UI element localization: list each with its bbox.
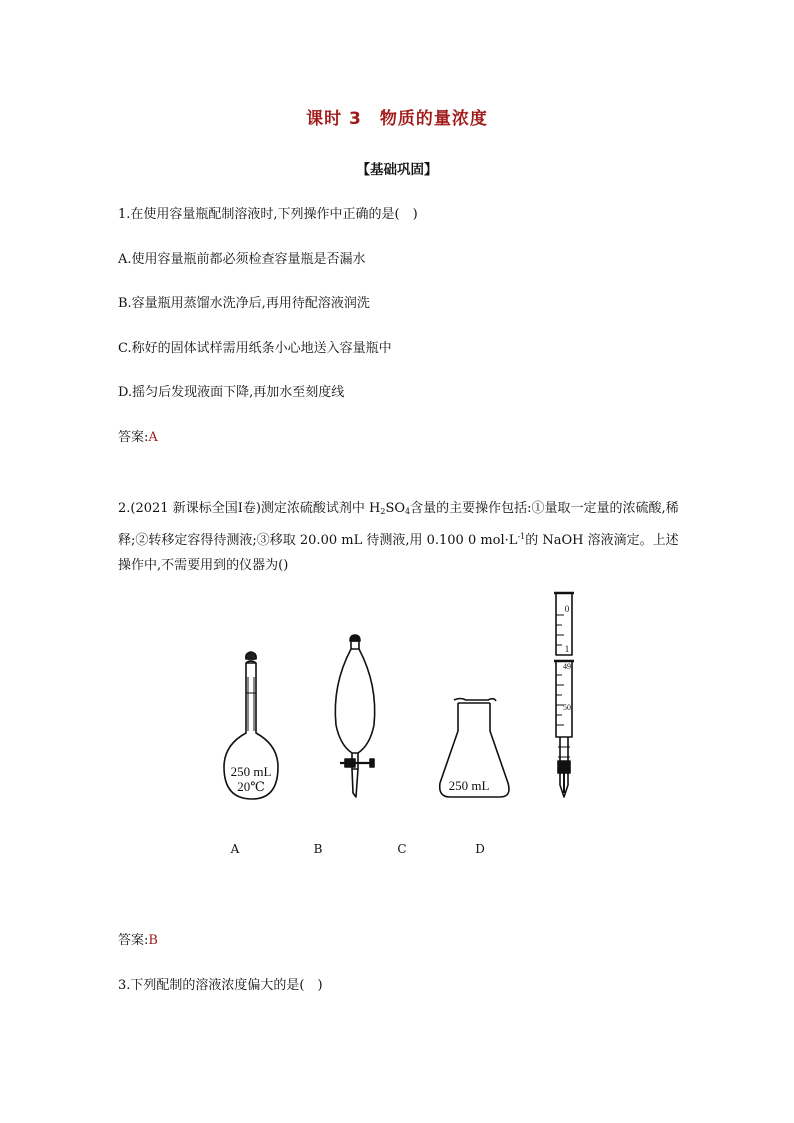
- q2-answer-value: B: [148, 933, 158, 948]
- page-title: 课时 3 物质的量浓度: [306, 109, 488, 129]
- q3-stem: 3.下列配制的溶液浓度偏大的是( ): [118, 978, 323, 993]
- q1-answer-label: 答案:: [118, 430, 149, 445]
- q1-option-d: D.摇匀后发现液面下降,再加水至刻度线: [118, 385, 345, 400]
- burette-mark-0: 0: [564, 604, 570, 614]
- figure-label-c: C: [397, 842, 407, 856]
- q2-answer-label: 答案:: [118, 933, 149, 948]
- q1-stem: 1.在使用容量瓶配制溶液时,下列操作中正确的是( ): [118, 207, 418, 222]
- q2-stem: [118, 496, 683, 578]
- figure-label-d: D: [475, 842, 485, 856]
- separatory-funnel-icon: [335, 635, 374, 797]
- flask-a-volume-label: 250 mL: [230, 764, 272, 779]
- q2-answer: [118, 929, 158, 948]
- q2-text-2: SO: [385, 501, 406, 516]
- q2-text-4: 的 NaOH 溶液滴定。上述操作中,不需要用到的仪器为(): [118, 533, 679, 573]
- burette-mark-1: 1: [564, 644, 570, 654]
- flask-a-temp-label: 20℃: [237, 779, 265, 794]
- flask-c-volume-label: 250 mL: [448, 778, 490, 793]
- q1-answer: [118, 426, 158, 445]
- figure-label-b: B: [313, 842, 323, 856]
- q2-text-1: 2.(2021 新课标全国Ⅰ卷)测定浓硫酸试剂中 H: [118, 501, 381, 516]
- q1-option-b: B.容量瓶用蒸馏水洗净后,再用待配溶液润洗: [118, 296, 370, 311]
- q1-option-a: A.使用容量瓶前都必须检查容量瓶是否漏水: [118, 252, 366, 267]
- apparatus-figure: [210, 585, 600, 805]
- burette-mark-49: 49: [563, 662, 571, 671]
- q2-sub-2: 4: [405, 507, 411, 516]
- q2-sub-1: 2: [380, 507, 386, 516]
- figure-label-a: A: [230, 842, 240, 856]
- burette-icon: [554, 593, 574, 797]
- burette-mark-50: 50: [563, 703, 571, 712]
- q1-option-c: C.称好的固体试样需用纸条小心地送入容量瓶中: [118, 341, 392, 356]
- q1-answer-value: A: [148, 430, 158, 445]
- q2-text-3: 含量的主要操作包括:①量取一定量的浓硫酸,稀释;②转移定容得待测液;③移取 20.00 mL 待测液,用 0.100 0 mol·L: [118, 501, 679, 548]
- q2-sup-1: -1: [517, 532, 526, 541]
- section-heading: 【基础巩固】: [356, 162, 438, 178]
